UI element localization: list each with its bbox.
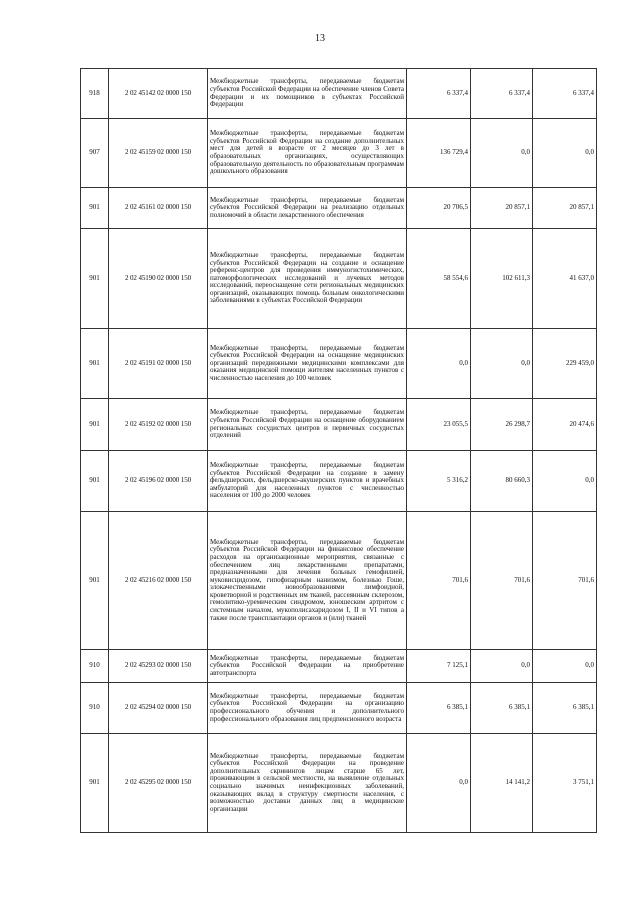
table-row [81,683,597,734]
budget-code: 2 02 45190 02 0000 150 [109,229,208,329]
amount-year-1: 20 706,5 [407,188,471,229]
item-name: Межбюджетные трансферты, передаваемые бюджетам субъектов Российской Федерации на проведение дополнительных скринингов лицам старше 65 лет, проживающим в сельской местности, на выявление отдельных социально значимых неинфекционных заболеваний, оказывающих вклад в структуру смертности населения, с возможностью доставки данных лиц в медицинские организации [208,734,407,833]
amount-year-3: 20 857,1 [533,188,597,229]
table-row [81,329,597,399]
budget-code: 2 02 45159 02 0000 150 [109,119,208,188]
table-row [81,399,597,451]
amount-year-2: 6 385,1 [471,683,533,734]
admin-code: 901 [81,399,109,451]
amount-year-3: 0,0 [533,650,597,683]
amount-year-2: 14 141,2 [471,734,533,833]
amount-year-3: 3 751,1 [533,734,597,833]
item-name: Межбюджетные трансферты, передаваемые бюджетам субъектов Российской Федерации на приобретение автотранспорта [208,650,407,683]
item-name: Межбюджетные трансферты, передаваемые бюджетам субъектов Российской Федерации на реализацию отдельных полномочий в области лекарственного обеспечения [208,188,407,229]
item-name: Межбюджетные трансферты, передаваемые бюджетам субъектов Российской Федерации на создание дополнительных мест для детей в возрасте от 2 месяцев до 3 лет в образовательных организациях, осуществляющих образовательную деятельность по образовательным программам дошкольного образования [208,119,407,188]
item-name: Межбюджетные трансферты, передаваемые бюджетам субъектов Российской Федерации на обеспечение членов Совета Федерации и их помощников в субъектах Российской Федерации [208,69,407,119]
table-row [81,119,597,188]
amount-year-3: 0,0 [533,451,597,512]
amount-year-2: 80 660,3 [471,451,533,512]
amount-year-3: 0,0 [533,119,597,188]
amount-year-3: 6 385,1 [533,683,597,734]
amount-year-3: 6 337,4 [533,69,597,119]
amount-year-3: 20 474,6 [533,399,597,451]
amount-year-1: 6 337,4 [407,69,471,119]
amount-year-2: 0,0 [471,650,533,683]
amount-year-1: 6 385,1 [407,683,471,734]
amount-year-3: 41 637,0 [533,229,597,329]
admin-code: 901 [81,734,109,833]
budget-code: 2 02 45142 02 0000 150 [109,69,208,119]
budget-code: 2 02 45294 02 0000 150 [109,683,208,734]
amount-year-2: 0,0 [471,119,533,188]
budget-code: 2 02 45293 02 0000 150 [109,650,208,683]
item-name: Межбюджетные трансферты, передаваемые бюджетам субъектов Российской Федерации на создание в замену фельдшерских, фельдшерско-акушерских пунктов и врачебных амбулаторий для населенных пунктов с численностью населения от 100 до 2000 человек [208,451,407,512]
budget-code: 2 02 45191 02 0000 150 [109,329,208,399]
admin-code: 901 [81,229,109,329]
table-row [81,188,597,229]
item-name: Межбюджетные трансферты, передаваемые бюджетам субъектов Российской Федерации на создание и оснащение референс-центров для проведения иммуногистохимических, патоморфологических исследований и лучевых методов исследований, переоснащение сети региональных медицинских организаций, оказывающих помощь больным онкологическими заболеваниями в субъектах Российской Федерации [208,229,407,329]
amount-year-2: 6 337,4 [471,69,533,119]
item-name: Межбюджетные трансферты, передаваемые бюджетам субъектов Российской Федерации на финансовое обеспечение расходов на организационные мероприятия, связанные с обеспечением лиц лекарственными препаратами, предназначенными для лечения больных гемофилией, муковисцидозом, гипофизарным нанизмом, болезнью Гоше, злокачественными новообразованиями лимфоидной, кроветворной и родственных им тканей, рассеянным склерозом, гемолитико-уремическим синдромом, юношеским артритом с системным началом, мукополисахаридозом I, II и VI типов а также после трансплантации органов и (или) тканей [208,512,407,650]
table-row [81,650,597,683]
page-number: 13 [315,33,325,44]
item-name: Межбюджетные трансферты, передаваемые бюджетам субъектов Российской Федерации на оснащение оборудованием региональных сосудистых центров и первичных сосудистых отделений [208,399,407,451]
budget-code: 2 02 45295 02 0000 150 [109,734,208,833]
budget-code: 2 02 45192 02 0000 150 [109,399,208,451]
amount-year-1: 58 554,6 [407,229,471,329]
admin-code: 918 [81,69,109,119]
admin-code: 901 [81,188,109,229]
amount-year-1: 0,0 [407,734,471,833]
amount-year-1: 23 055,5 [407,399,471,451]
amount-year-2: 102 611,3 [471,229,533,329]
table-row [81,229,597,329]
admin-code: 901 [81,329,109,399]
admin-code: 901 [81,451,109,512]
amount-year-1: 0,0 [407,329,471,399]
budget-code: 2 02 45196 02 0000 150 [109,451,208,512]
admin-code: 910 [81,650,109,683]
amount-year-2: 0,0 [471,329,533,399]
admin-code: 910 [81,683,109,734]
table-row [81,451,597,512]
table-row [81,512,597,650]
budget-code: 2 02 45161 02 0000 150 [109,188,208,229]
table-row [81,69,597,119]
amount-year-1: 701,6 [407,512,471,650]
amount-year-2: 701,6 [471,512,533,650]
amount-year-1: 136 729,4 [407,119,471,188]
amount-year-1: 5 316,2 [407,451,471,512]
item-name: Межбюджетные трансферты, передаваемые бюджетам субъектов Российской Федерации на организацию профессионального обучения и дополнительного профессионального образования лиц предпенсионного возраста [208,683,407,734]
admin-code: 901 [81,512,109,650]
amount-year-2: 26 298,7 [471,399,533,451]
budget-table [80,68,597,833]
amount-year-3: 229 459,0 [533,329,597,399]
item-name: Межбюджетные трансферты, передаваемые бюджетам субъектов Российской Федерации на оснащение медицинских организаций передвижными медицинскими комплексами для оказания медицинской помощи жителям населенных пунктов с численностью населения до 100 человек [208,329,407,399]
table-row [81,734,597,833]
amount-year-2: 20 857,1 [471,188,533,229]
admin-code: 907 [81,119,109,188]
amount-year-1: 7 125,1 [407,650,471,683]
budget-code: 2 02 45216 02 0000 150 [109,512,208,650]
amount-year-3: 701,6 [533,512,597,650]
